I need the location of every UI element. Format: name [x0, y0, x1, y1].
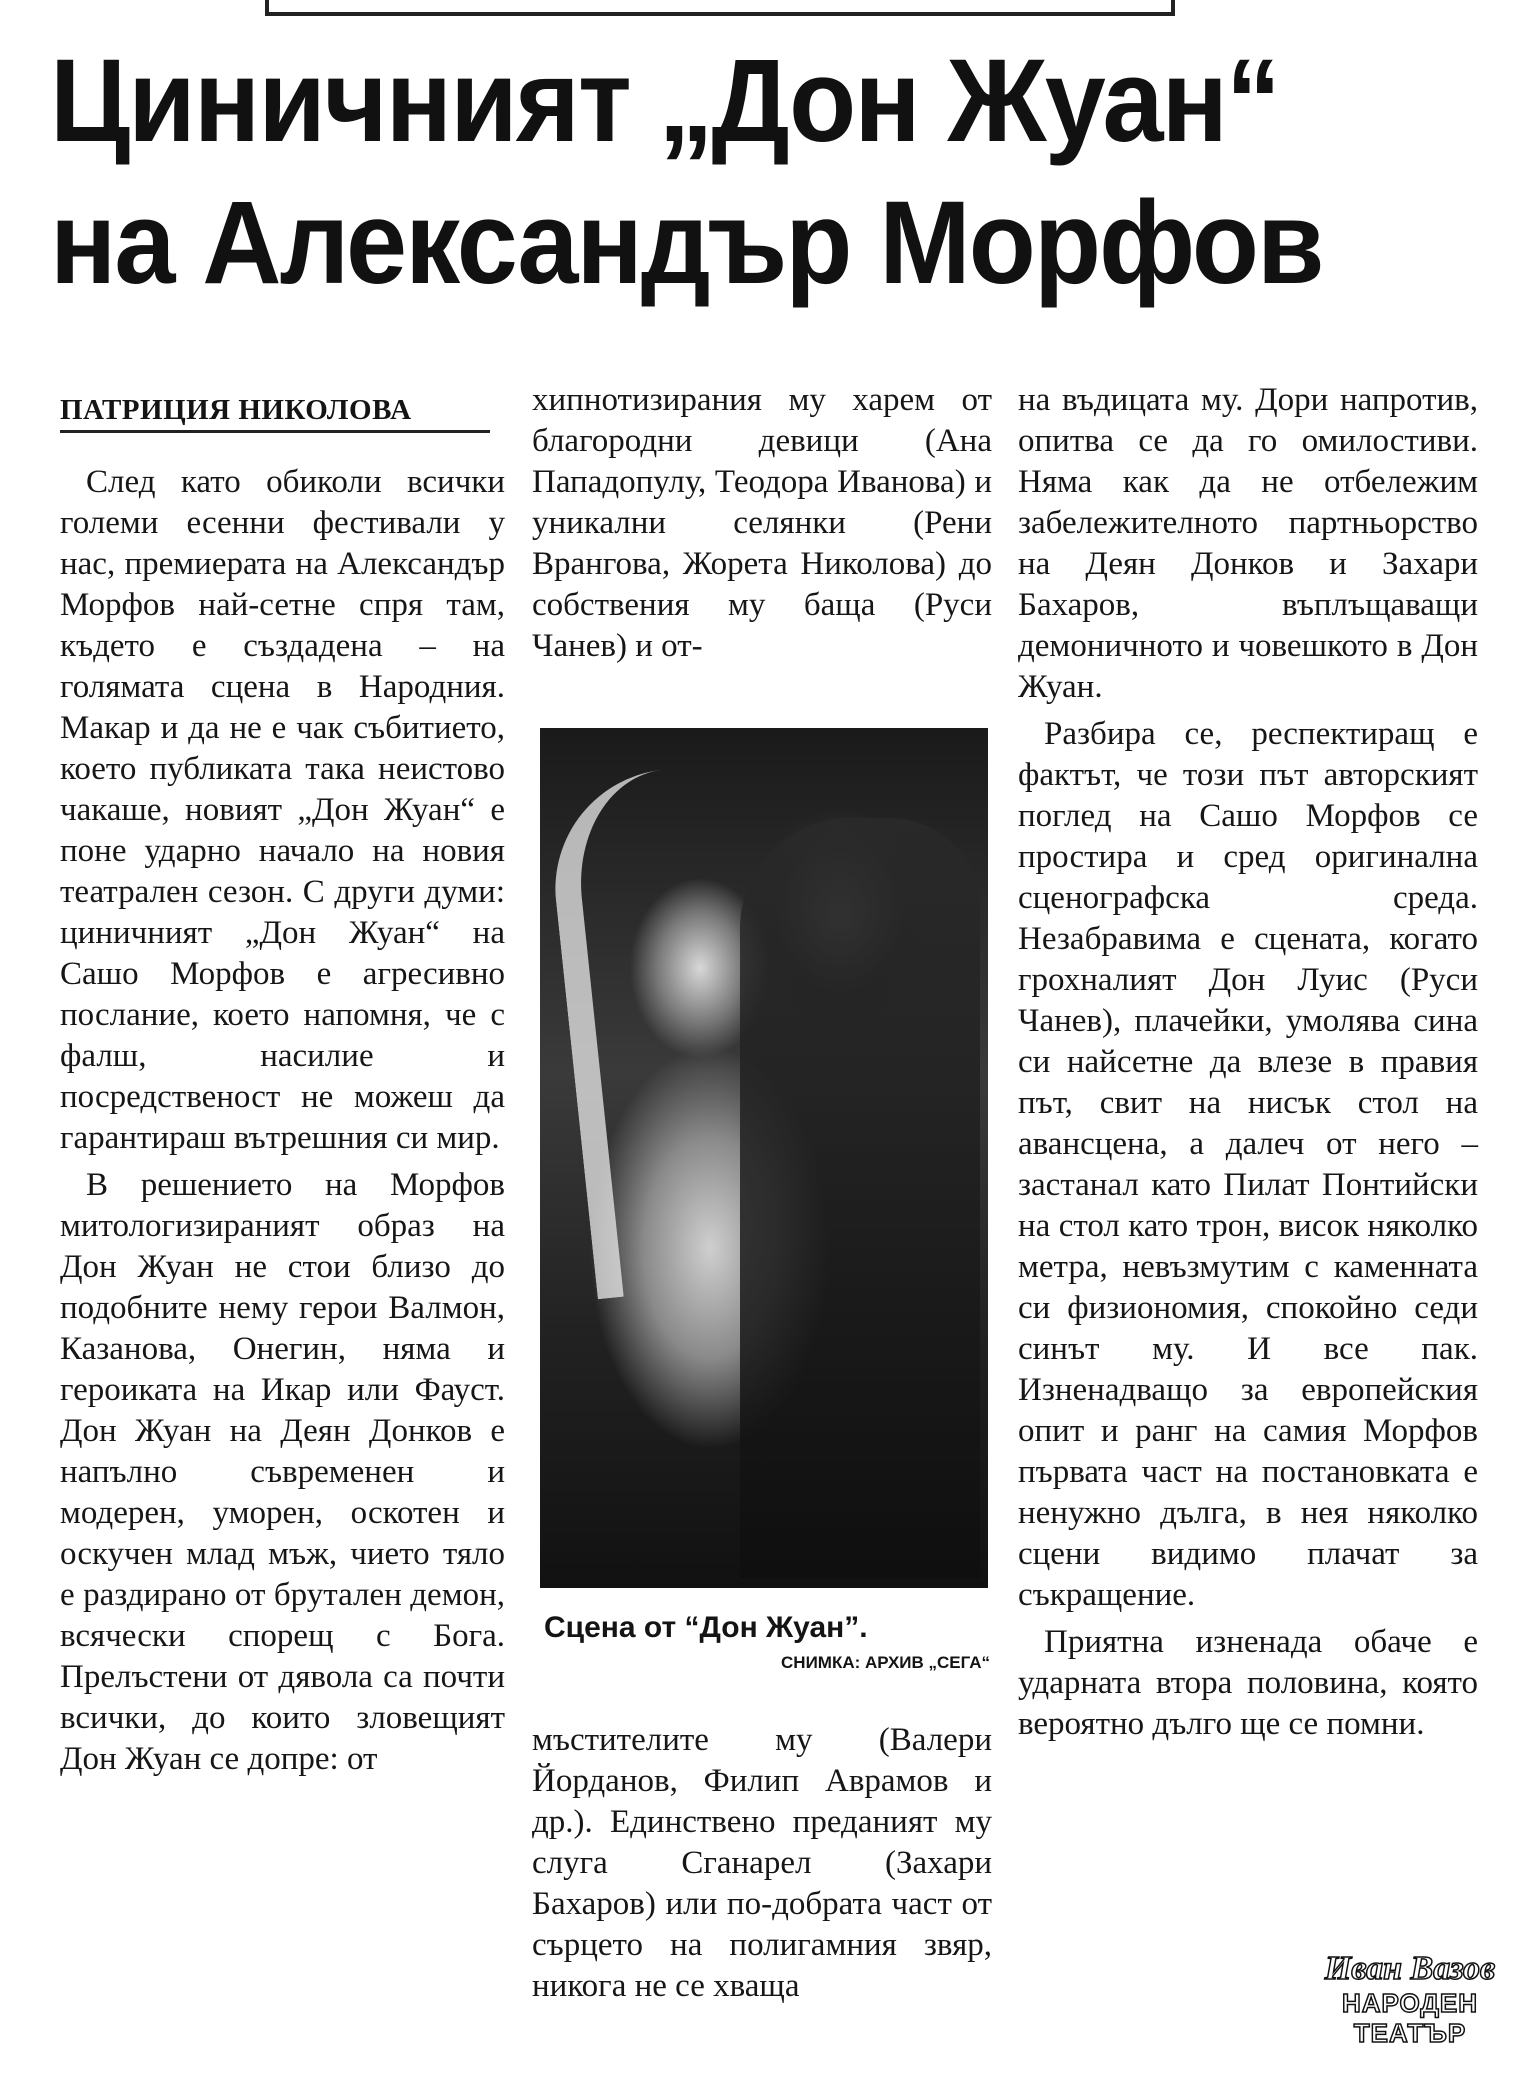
- author-byline: ПАТРИЦИЯ НИКОЛОВА: [60, 392, 490, 433]
- paragraph: мъстителите му (Валери Йорданов, Филип Аврамов и др.). Единствено преданият му слуга Сганарел (Захари Бахаров) или по-добрата част от сърцето на полигамния звяр, никога не се хваща: [532, 1722, 992, 2004]
- paragraph: След като обиколи всички големи есенни фестивали у нас, премиерата на Александър Морфов най-сетне спря там, където е създадена – на голямата сцена в Народния. Макар и да не е чак събитието, което публиката така неистово чакаше, новият „Дон Жуан“ е поне ударно начало на новия театрален сезон. С други думи: циничният „Дон Жуан“ на Сашо Морфов е агресивно послание, което напомня, че с фалш, насилие и посредственост не можеш да гарантираш вътрешния си мир.: [60, 464, 505, 1156]
- stamp-signature: Иван Вазов: [1324, 1950, 1496, 1987]
- headline-line-2: на Александър Морфов: [50, 177, 1323, 309]
- stamp-name-line-1: НАРОДЕН: [1341, 1988, 1479, 2018]
- photo-caption: Сцена от “Дон Жуан”.: [544, 1611, 868, 1644]
- paragraph: хипнотизирания му харем от благородни девици (Ана Пападопулу, Теодора Иванова) и уникални селянки (Рени Врангова, Жорета Николова) до собствения му баща (Руси Чанев) и от-: [532, 382, 992, 664]
- stamp-name-line-2: ТЕАТЪР: [1353, 2018, 1467, 2048]
- article-column-2-top: [532, 380, 992, 710]
- paragraph: Приятна изненада обаче е ударната втора половина, която вероятно дълго ще се помни.: [1018, 1624, 1478, 1742]
- paragraph: Разбира се, респектиращ е фактът, че този път авторският поглед на Сашо Морфов се простира и сред оригинална сценографска среда. Незабравима е сцената, когато грохналият Дон Луис (Руси Чанев), плачейки, умолява сина си найсетне да влезе в правия път, свит на нисък стол на авансцена, а далеч от него – застанал като Пилат Понтийски на стол като трон, висок няколко метра, невъзмутим с каменната си физиономия, спокойно седи синът му. И все пак. Изненадващо за европейския опит и ранг на самия Морфов първата част на постановката е ненужно дълга, в нея няколко сцени видимо плачат за съкращение.: [1018, 716, 1478, 1613]
- scene-photo: [540, 728, 988, 1588]
- paragraph: В решението на Морфов митологизираният образ на Дон Жуан не стои близо до подобните нему герои Валмон, Казанова, Онегин, няма и героиката на Икар или Фауст. Дон Жуан на Деян Донков е напълно съвременен и модерен, уморен, оскотен и оскучен млад мъж, чието тяло е раздирано от брутален демон, всячески спорещ с Бога. Прелъстени от дявола са почти всички, до които зловещият Дон Жуан се допре: от: [60, 1167, 505, 1777]
- article-column-2-bottom: [532, 1720, 992, 2080]
- headline-line-1: Циничният „Дон Жуан“: [50, 35, 1280, 167]
- article-column-1: [60, 462, 505, 2072]
- paragraph: на въдицата му. Дори напротив, опитва се да го омилостиви. Няма как да не отбележим забележителното партньорство на Деян Донков и Захари Бахаров, въплъщаващи демоничното и човешкото в Дон Жуан.: [1018, 382, 1478, 705]
- photo-figure-shape: [740, 818, 980, 1578]
- article-column-3: [1018, 380, 1478, 2080]
- photo-credit: СНИМКА: АРХИВ „СЕГА“: [781, 1653, 990, 1672]
- top-border-rule: [265, 0, 1175, 16]
- national-theatre-stamp: [1320, 1950, 1500, 2070]
- headline: [50, 30, 1389, 314]
